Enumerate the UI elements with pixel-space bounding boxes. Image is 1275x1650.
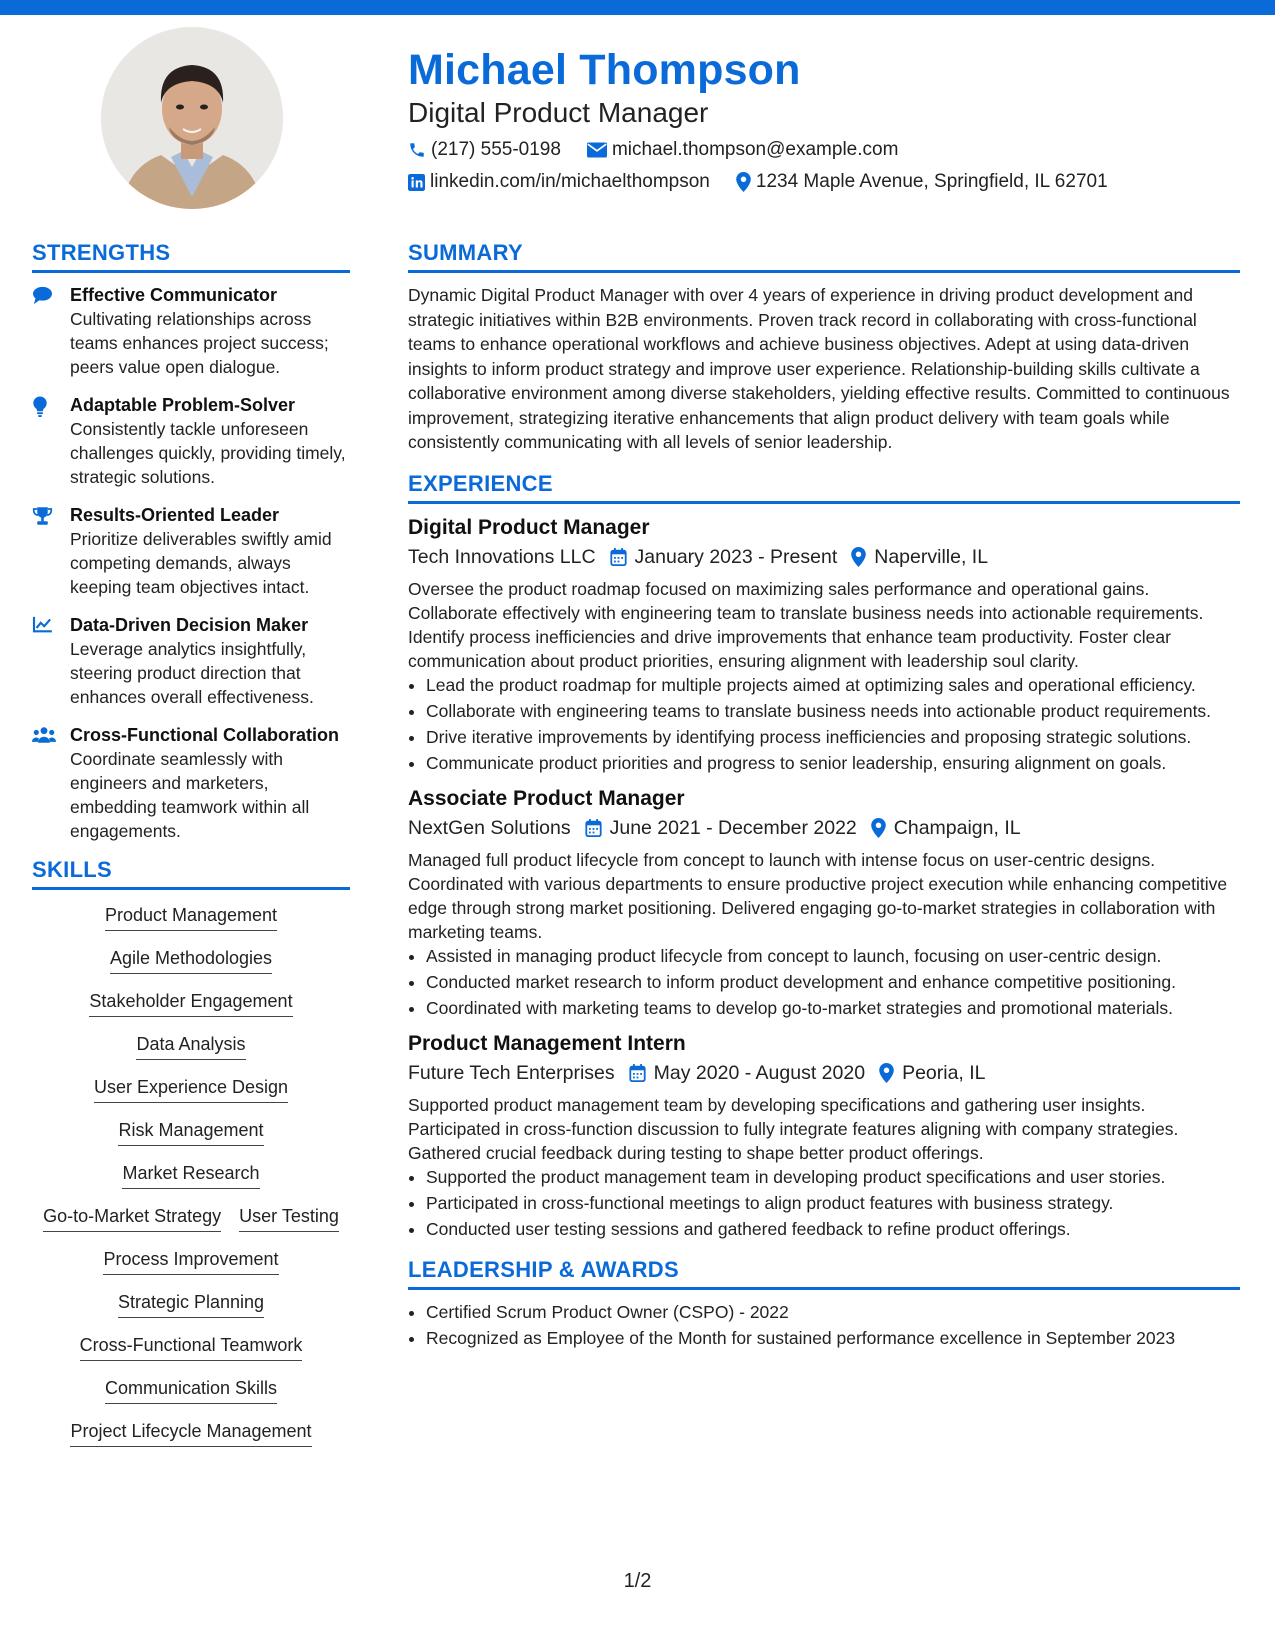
skill-tag: Market Research <box>122 1162 259 1189</box>
strength-desc: Cultivating relationships across teams enhances project success; peers value open dialogue. <box>70 309 329 377</box>
job-meta <box>408 1062 1240 1085</box>
linkedin-icon <box>408 174 425 191</box>
phone-icon <box>408 141 426 159</box>
linkedin-text: linkedin.com/in/michaelthompson <box>430 171 710 192</box>
job-company: Future Tech Enterprises <box>408 1061 615 1084</box>
skills-list <box>32 904 350 1463</box>
job-title: Associate Product Manager <box>408 786 685 810</box>
strength-item <box>32 503 350 599</box>
skill-tag: Risk Management <box>118 1119 263 1146</box>
job-bullet: • Lead the product roadmap for multiple projects aimed at optimizing sales and operational efficiency. <box>426 673 1240 697</box>
lightbulb-icon <box>32 396 48 417</box>
skill-tag: Go-to-Market Strategy <box>43 1205 221 1232</box>
award-item: • Certified Scrum Product Owner (CSPO) - 2022 <box>426 1300 1240 1324</box>
job-bullet: • Conducted user testing sessions and gathered feedback to refine product offerings. <box>426 1217 1240 1241</box>
job-description: Oversee the product roadmap focused on maximizing sales performance and operational gains. Collaborate effectively with engineering team to translate business needs into actionable requirements. Identify process inefficiencies and drive improvements that enhance team productivity. Foster clear communication about product priorities, ensuring alignment with leadership soul clarity. <box>408 578 1204 671</box>
contact-row-1 <box>408 134 1238 166</box>
summary-text: Dynamic Digital Product Manager with over 4 years of experience in driving product development and strategic initiatives within B2B environments. Proven track record in collaborating with cross-functional teams to enhance operational workflows and achieve business objectives. Adept at using data-driven insights to inform product strategy and improve user experience. Relationship-building skills cultivate a collaborative environment among diverse stakeholders, yielding effective results. Committed to continuous improvement, strategizing iterative enhancements that align product delivery with team goals while consistently communicating with all levels of senior leadership. <box>408 285 1230 452</box>
strength-title: Cross-Functional Collaboration <box>70 725 340 745</box>
contact-phone <box>408 139 561 161</box>
award-item: • Recognized as Employee of the Month for sustained performance excellence in September 2023 <box>426 1326 1240 1350</box>
job-description: Managed full product lifecycle from concept to launch with intense focus on user-centric designs. Coordinated with various departments to ensure productive project execution while enhancing competitive edge through strong market positioning. Delivered engaging go-to-market strategies in collaboration with marketing teams. <box>408 849 1228 942</box>
strength-desc: Leverage analytics insightfully, steering product direction that enhances overall effectiveness. <box>70 639 314 707</box>
top-accent-bar <box>0 0 1275 15</box>
job-company: Tech Innovations LLC <box>408 545 596 568</box>
summary-heading: SUMMARY <box>408 240 1240 273</box>
strength-item <box>32 723 350 843</box>
strength-title: Results-Oriented Leader <box>70 505 280 525</box>
skill-tag: Project Lifecycle Management <box>70 1420 311 1447</box>
map-pin-icon <box>871 818 886 838</box>
candidate-role: Digital Product Manager <box>408 97 709 128</box>
job-bullet: • Supported the product management team in developing product specifications and user stories. <box>426 1165 1240 1189</box>
job-title: Digital Product Manager <box>408 515 650 539</box>
job-entry <box>408 785 1240 1020</box>
map-pin-icon <box>736 172 751 192</box>
job-location <box>871 817 1021 840</box>
job-location <box>851 546 988 569</box>
right-column <box>408 240 1240 1352</box>
contact-email[interactable] <box>587 139 898 161</box>
experience-heading: EXPERIENCE <box>408 471 1240 504</box>
skill-tag: User Experience Design <box>94 1076 288 1103</box>
speech-bubble-icon <box>32 286 53 305</box>
job-location-text: Naperville, IL <box>874 545 989 568</box>
job-dates <box>585 817 857 840</box>
skill-tag: Strategic Planning <box>118 1291 264 1318</box>
job-bullets <box>408 1165 1240 1241</box>
skill-tag: User Testing <box>239 1205 339 1232</box>
job-bullet: • Participated in cross-functional meetings to align product features with business strategy. <box>426 1191 1240 1215</box>
map-pin-icon <box>879 1063 894 1083</box>
job-bullet: • Communicate product priorities and progress to senior leadership, ensuring alignment on goals. <box>426 751 1240 775</box>
profile-photo <box>101 27 283 209</box>
strength-title: Adaptable Problem-Solver <box>70 395 296 415</box>
job-dates-text: January 2023 - Present <box>634 545 838 568</box>
skill-tag: Agile Methodologies <box>110 947 272 974</box>
awards-list <box>408 1300 1240 1350</box>
job-dates-text: June 2021 - December 2022 <box>609 816 857 839</box>
awards-heading: LEADERSHIP & AWARDS <box>408 1257 1240 1290</box>
calendar-icon <box>629 1064 646 1082</box>
job-bullet: • Conducted market research to inform product development and enhance competitive positioning. <box>426 970 1240 994</box>
job-bullet: • Coordinated with marketing teams to develop go-to-market strategies and promotional materials. <box>426 996 1240 1020</box>
job-dates <box>610 546 838 569</box>
job-title: Product Management Intern <box>408 1031 686 1055</box>
job-entry <box>408 514 1240 775</box>
strength-item <box>32 393 350 489</box>
skills-section <box>32 857 350 1463</box>
contact-linkedin[interactable] <box>408 171 710 193</box>
strength-desc: Consistently tackle unforeseen challenges quickly, providing timely, strategic solutions. <box>70 419 346 487</box>
job-dates <box>629 1062 865 1085</box>
calendar-icon <box>585 819 602 837</box>
email-text: michael.thompson@example.com <box>611 139 899 160</box>
job-dates-text: May 2020 - August 2020 <box>653 1061 866 1084</box>
strength-item <box>32 613 350 709</box>
map-pin-icon <box>851 547 866 567</box>
strength-title: Data-Driven Decision Maker <box>70 615 309 635</box>
candidate-name: Michael Thompson <box>408 46 801 94</box>
skill-tag: Cross-Functional Teamwork <box>80 1334 303 1361</box>
skill-tag: Product Management <box>105 904 277 931</box>
strength-desc: Coordinate seamlessly with engineers and marketers, embedding teamwork within all engagements. <box>70 749 310 841</box>
skill-tag: Data Analysis <box>136 1033 245 1060</box>
resume-header <box>408 42 1238 198</box>
left-column <box>32 240 350 1463</box>
job-bullet: • Drive iterative improvements by identifying process inefficiencies and proposing strategic solutions. <box>426 725 1240 749</box>
job-bullet: • Collaborate with engineering teams to translate business needs into actionable product requirements. <box>426 699 1240 723</box>
envelope-icon <box>587 142 607 158</box>
strengths-heading: STRENGTHS <box>32 240 350 273</box>
skill-tag: Process Improvement <box>103 1248 278 1275</box>
users-icon <box>32 726 56 744</box>
job-bullets <box>408 944 1240 1020</box>
skill-tag: Communication Skills <box>105 1377 277 1404</box>
phone-text: (217) 555-0198 <box>431 139 561 160</box>
strength-desc: Prioritize deliverables swiftly amid competing demands, always keeping team objectives intact. <box>70 529 332 597</box>
contact-address <box>736 171 1108 193</box>
chart-line-icon <box>32 616 53 633</box>
trophy-icon <box>32 506 53 526</box>
job-location-text: Champaign, IL <box>893 816 1021 839</box>
job-bullets <box>408 673 1240 775</box>
strength-item <box>32 283 350 379</box>
job-description: Supported product management team by developing specifications and gathering user insights. Participated in cross-function discussion to fully integrate features aligning with company strategies. Gathered crucial feedback during testing to shape better product offerings. <box>408 1094 1179 1163</box>
job-entry <box>408 1030 1240 1241</box>
job-meta <box>408 817 1240 840</box>
contact-row-2 <box>408 166 1238 198</box>
job-meta <box>408 546 1240 569</box>
address-text: 1234 Maple Avenue, Springfield, IL 62701 <box>755 171 1108 192</box>
skills-heading: SKILLS <box>32 857 350 890</box>
strength-title: Effective Communicator <box>70 285 278 305</box>
skill-tag: Stakeholder Engagement <box>89 990 292 1017</box>
awards-section <box>408 1257 1240 1350</box>
job-location <box>879 1062 985 1085</box>
page-number: 1/2 <box>623 1570 652 1592</box>
calendar-icon <box>610 548 627 566</box>
job-company: NextGen Solutions <box>408 816 571 839</box>
job-location-text: Peoria, IL <box>902 1061 986 1084</box>
job-bullet: • Assisted in managing product lifecycle from concept to launch, focusing on user-centric design. <box>426 944 1240 968</box>
